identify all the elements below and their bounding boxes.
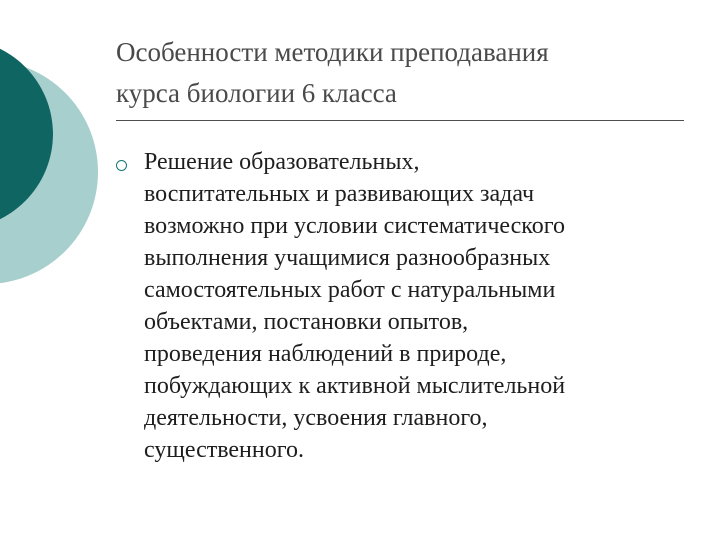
hollow-circle-bullet-icon <box>116 160 127 171</box>
bullet-text-line: побуждающих к активной мыслительной <box>144 373 566 399</box>
bullet-text <box>144 146 696 466</box>
slide-title <box>116 32 696 114</box>
slide-title-line-1: Особенности методики преподавания <box>116 37 549 67</box>
bullet-text-line: объектами, постановки опытов, <box>144 309 469 335</box>
bullet-text-line: воспитательных и развивающих задач <box>144 181 535 207</box>
bullet-text-line: проведения наблюдений в природе, <box>144 341 507 367</box>
bullet-text-line: выполнения учащимися разнообразных <box>144 245 551 271</box>
bullet-text-line: деятельности, усвоения главного, <box>144 405 488 431</box>
bullet-item <box>116 146 696 466</box>
decorative-circles <box>0 0 130 300</box>
bullet-text-line: существенного. <box>144 437 304 463</box>
bullet-text-line: возможно при условии систематического <box>144 213 565 239</box>
bullet-text-line: самостоятельных работ с натуральными <box>144 277 556 303</box>
bullet-list <box>116 146 696 466</box>
bullet-text-line: Решение образовательных, <box>144 149 420 175</box>
slide-title-line-2: курса биологии 6 класса <box>116 78 397 108</box>
title-divider <box>116 120 684 121</box>
